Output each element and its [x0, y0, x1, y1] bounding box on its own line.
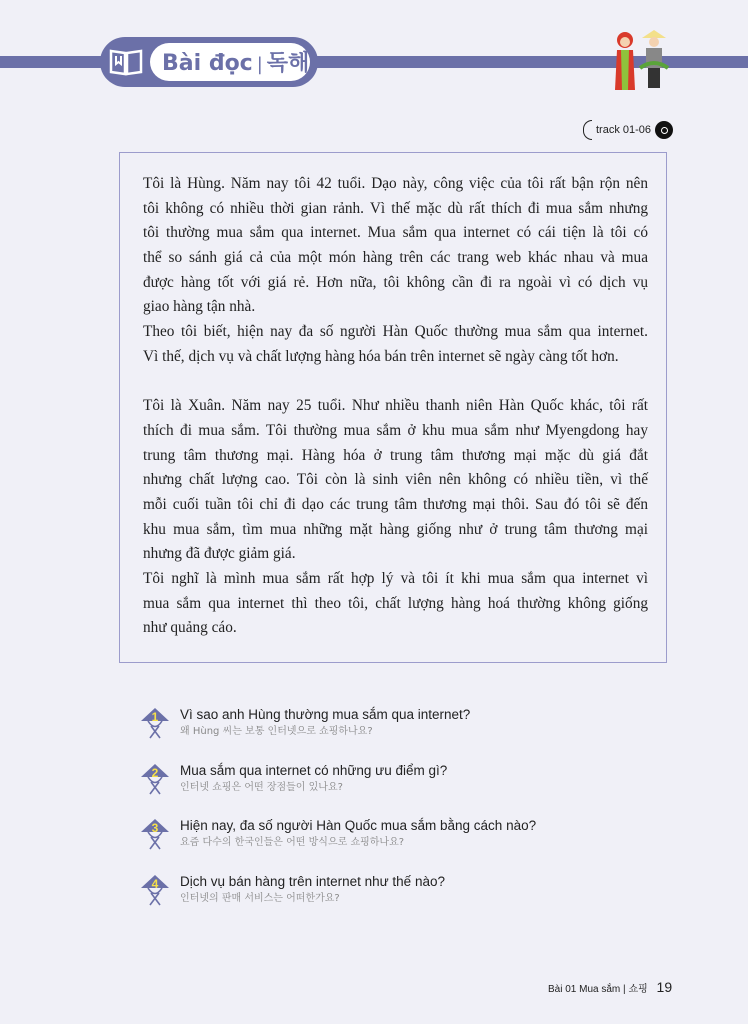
page-footer [548, 979, 672, 995]
page-number: 19 [656, 979, 673, 995]
paragraph [143, 320, 648, 369]
question-ko: 인터넷 쇼핑은 어떤 장점들이 있나요? [180, 782, 343, 793]
title-vi: Bài đọc [162, 51, 253, 76]
question-number: 2 [151, 766, 159, 780]
characters-illustration-icon [610, 28, 670, 98]
track-label: track 01-06 [596, 124, 652, 136]
question-item [140, 762, 447, 796]
conical-hat-number-icon [140, 873, 170, 907]
footer-separator: | [623, 984, 626, 995]
paragraph-line: Theo tôi biết, hiện nay đa số người Hàn Quốc thường mua sắm qua internet. [143, 323, 648, 341]
conical-hat-number-icon [140, 817, 170, 851]
question-item [140, 817, 536, 851]
paragraph-line: được hàng tốt với giá rẻ. Hơn nữa, tôi không cần đi ra ngoài vì có dịch vụ [143, 273, 648, 291]
paragraph-line: trung tâm thương mại. Hàng hóa ở trung tâm thương mại mặc dù giá đắt [143, 446, 648, 464]
paragraph-line: Tôi là Xuân. Năm nay 25 tuổi. Như nhiều thanh niên Hàn Quốc khác, tôi rất [143, 397, 648, 415]
page-title [162, 46, 309, 77]
footer-topic-vi: Mua sắm [579, 984, 621, 995]
cd-icon [655, 121, 673, 139]
title-separator: | [256, 54, 263, 75]
paragraph [143, 172, 648, 320]
paragraph-line: Vì thế, dịch vụ và chất lượng hàng hóa bán trên internet sẽ ngày càng tốt hơn. [143, 347, 619, 365]
paragraph-line: Tôi là Hùng. Năm nay tôi 42 tuổi. Dạo này, công việc của tôi rất bận rộn nên [143, 175, 648, 192]
paragraph-line: nhưng đã được giảm giá. [143, 545, 296, 563]
paragraph-line: giao hàng tận nhà. [143, 298, 256, 316]
paragraph-line: mỗi cuối tuần tôi chỉ đi dạo các trung tâm thương mại thôi. Sau đó tôi sẽ đến [143, 495, 648, 513]
question-number: 3 [151, 821, 159, 835]
paragraph-line: khu mua sắm, tìm mua những mặt hàng giống như ở trung tâm thương mại [143, 520, 648, 538]
question-ko: 요즘 다수의 한국인들은 어떤 방식으로 쇼핑하나요? [180, 837, 405, 848]
question-item [140, 706, 470, 740]
footer-topic-ko: 쇼핑 [628, 984, 648, 995]
book-icon [108, 47, 144, 77]
question-vi: Vì sao anh Hùng thường mua sắm qua internet? [180, 707, 471, 722]
paragraph-line: tôi thường mua sắm qua internet. Mua sắm qua internet có cái tiện là tôi có [143, 224, 648, 242]
question-vi: Mua sắm qua internet có những ưu điểm gì? [180, 763, 448, 778]
question-item [140, 873, 445, 907]
question-number: 4 [151, 877, 159, 891]
question-number: 1 [151, 710, 159, 724]
paragraph-line: mua sắm qua internet thì theo tôi, chất lượng hàng hoá thường không giống [143, 594, 648, 612]
reading-passage [143, 172, 648, 641]
paragraph-gap [143, 370, 648, 395]
paragraph-line: nhưng chất lượng cao. Tôi còn là sinh viên nên không có nhiều tiền, vì thế [143, 471, 648, 489]
track-bracket-icon [583, 120, 592, 140]
question-vi: Hiện nay, đa số người Hàn Quốc mua sắm bằng cách nào? [180, 818, 537, 833]
paragraph-line: như quảng cáo. [143, 619, 237, 637]
paragraph [143, 394, 648, 567]
question-ko: 왜 Hùng 씨는 보통 인터넷으로 쇼핑하나요? [180, 726, 373, 737]
footer-lesson: Bài 01 [548, 984, 577, 995]
paragraph-line: thể so sánh giá cả của một món hàng trên các trang web khác nhau và mua [143, 249, 648, 267]
paragraph-line: Tôi nghĩ là mình mua sắm rất hợp lý và tôi ít khi mua sắm qua internet vì [143, 570, 648, 587]
paragraph-line: tôi không có nhiều thời gian rảnh. Vì thế mặc dù rất thích đi mua sắm nhưng [143, 199, 648, 217]
paragraph-line: thích đi mua sắm. Tôi thường mua sắm ở khu mua sắm như Myengdong hay [143, 421, 648, 439]
question-ko: 인터넷의 판매 서비스는 어떠한가요? [180, 893, 340, 904]
conical-hat-number-icon [140, 706, 170, 740]
question-vi: Dịch vụ bán hàng trên internet như thế nào? [180, 874, 445, 889]
audio-track[interactable] [583, 120, 673, 140]
title-ko: 독해 [266, 51, 310, 76]
paragraph [143, 567, 648, 641]
conical-hat-number-icon [140, 762, 170, 796]
